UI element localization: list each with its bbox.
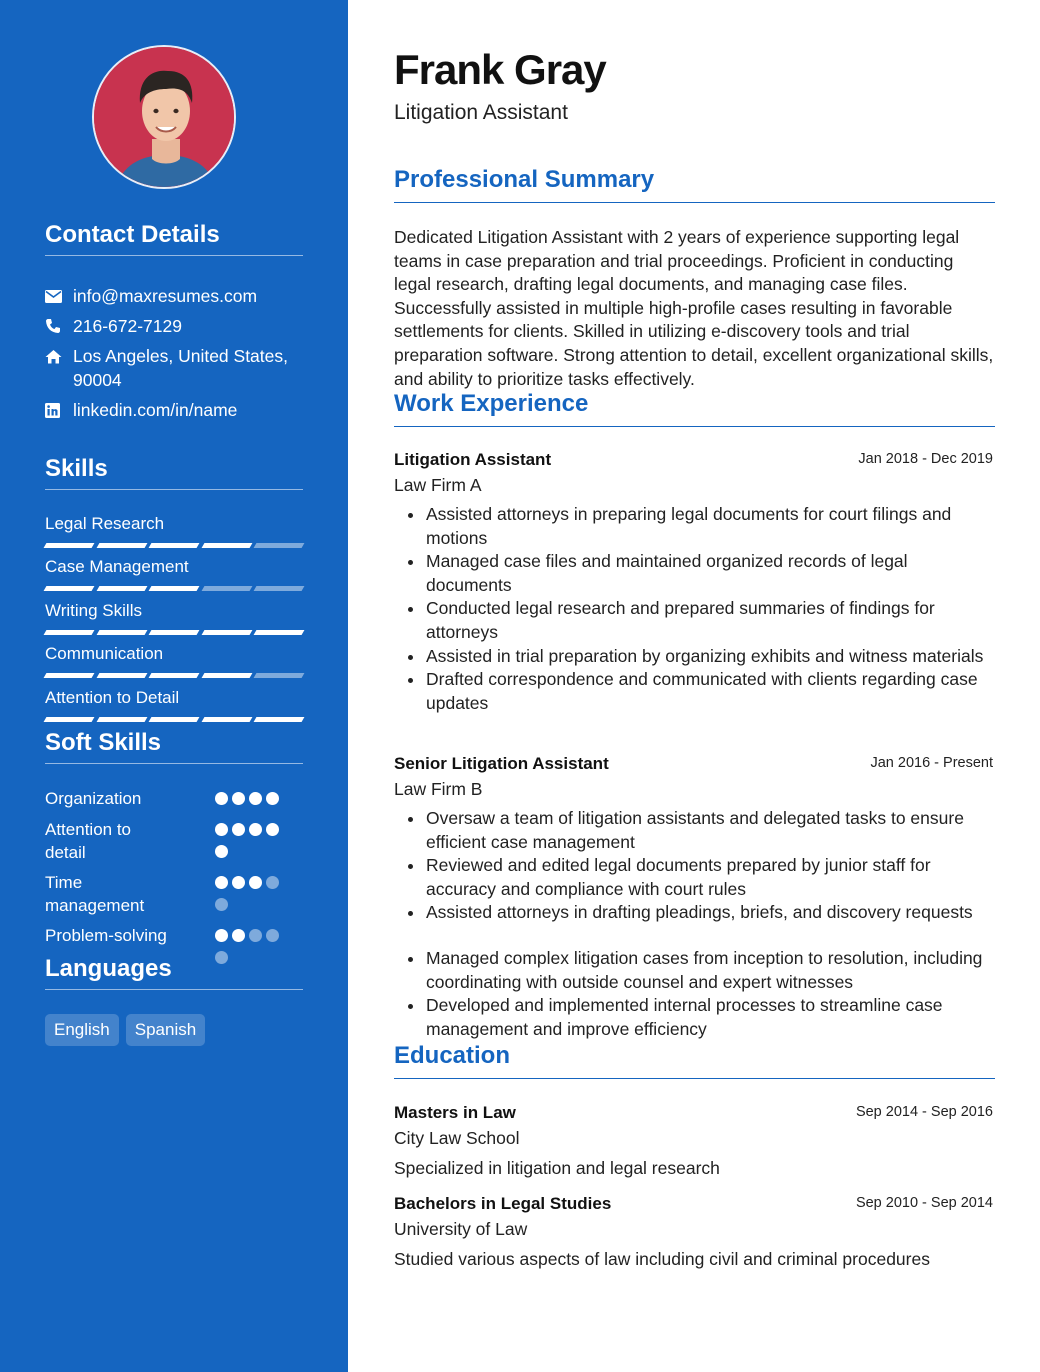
job-bullet: Managed complex litigation cases from inception to resolution, including coordinating with outside counsel and expert witnesses [394, 947, 995, 994]
job-bullet: Assisted attorneys in preparing legal documents for court filings and motions [394, 503, 995, 550]
skill-level-segment [96, 630, 146, 635]
contact-heading: Contact Details [45, 221, 303, 256]
skill-level-segment [201, 543, 251, 548]
education-description: Specialized in litigation and legal research [394, 1158, 720, 1178]
contact-email-text: info@maxresumes.com [73, 286, 258, 306]
skill-level-segment [96, 543, 146, 548]
job-bullet: Assisted attorneys in drafting pleadings, briefs, and discovery requests [394, 901, 995, 925]
skills-list [45, 513, 303, 730]
soft-skill-name: Attention to detail [45, 820, 132, 862]
rating-dot [215, 792, 228, 805]
skill-level-segment [254, 543, 304, 548]
job-title: Litigation Assistant [394, 450, 552, 469]
skill-level-segment [149, 586, 199, 591]
rating-dot [249, 792, 262, 805]
languages-list [45, 1014, 205, 1046]
skill-name: Attention to Detail [45, 687, 180, 707]
rating-dot [215, 876, 228, 889]
skill-level-segment [254, 630, 304, 635]
skill-level-segment [201, 630, 251, 635]
skills-heading: Skills [45, 455, 303, 490]
job-bullet: Oversaw a team of litigation assistants and delegated tasks to ensure efficient case management [394, 807, 995, 854]
experience-heading: Work Experience [394, 390, 995, 427]
skill-level-segment [201, 717, 251, 722]
skill-level-segment [149, 543, 199, 548]
skill-level-segment [254, 717, 304, 722]
soft-skill-name: Problem-solving [45, 926, 167, 945]
degree-title: Bachelors in Legal Studies [394, 1194, 612, 1213]
rating-dot [266, 876, 279, 889]
skill-level-bar [45, 586, 303, 591]
job-bullet: Developed and implemented internal processes to streamline case management and improve efficiency [394, 994, 995, 1041]
contact-phone[interactable] [45, 314, 305, 338]
phone-icon [45, 314, 73, 338]
skill-name: Legal Research [45, 514, 165, 533]
contact-email[interactable] [45, 284, 305, 308]
skill-level-segment [44, 717, 94, 722]
skill-level-bar [45, 630, 303, 635]
skill-item [45, 643, 303, 686]
job-bullet: Drafted correspondence and communicated with clients regarding case updates [394, 668, 995, 715]
skill-level-segment [254, 673, 304, 678]
language-tag: Spanish [126, 1014, 205, 1046]
school-name: City Law School [394, 1128, 520, 1148]
skill-level-segment [96, 586, 146, 591]
skill-level-segment [44, 543, 94, 548]
rating-dot [215, 929, 228, 942]
job-bullet: Reviewed and edited legal documents prepared by junior staff for accuracy and compliance with court rules [394, 854, 995, 901]
education-dates: Sep 2014 - Sep 2016 [855, 1104, 993, 1120]
school-name: University of Law [394, 1219, 528, 1239]
education-entry [394, 1193, 995, 1271]
profile-photo-icon [94, 47, 236, 189]
job-bullet: Conducted legal research and prepared summaries of findings for attorneys [394, 597, 995, 644]
education-heading: Education [394, 1042, 995, 1079]
job-company: Law Firm A [394, 475, 482, 495]
job-entry [394, 449, 995, 715]
skill-level-segment [96, 673, 146, 678]
candidate-name: Frank Gray [394, 46, 606, 93]
skill-name: Case Management [45, 557, 189, 577]
contact-linkedin-text: linkedin.com/in/name [73, 400, 238, 420]
rating-dot [215, 823, 228, 836]
job-dates: Jan 2018 - Dec 2019 [858, 451, 993, 467]
skill-level-segment [149, 673, 199, 678]
skill-level-bar [45, 717, 303, 722]
skill-level-bar [45, 673, 303, 678]
avatar [92, 45, 236, 189]
rating-dot [249, 823, 262, 836]
skill-item [45, 556, 303, 599]
job-title: Senior Litigation Assistant [394, 754, 609, 773]
job-dates: Jan 2016 - Present [870, 755, 993, 771]
rating-dot [266, 823, 279, 836]
job-entry [394, 753, 995, 1041]
rating-dot [232, 876, 245, 889]
skill-level-segment [201, 586, 251, 591]
soft-skill-rating [215, 876, 295, 911]
skill-name: Writing Skills [45, 600, 142, 620]
soft-skill-rating [215, 792, 295, 805]
candidate-title: Litigation Assistant [394, 101, 568, 124]
skill-level-segment [201, 673, 251, 678]
skill-item [45, 600, 303, 643]
rating-dot [249, 876, 262, 889]
rating-dot [232, 823, 245, 836]
linkedin-icon [45, 398, 73, 422]
summary-heading: Professional Summary [394, 166, 995, 203]
languages-heading: Languages [45, 955, 303, 990]
education-dates: Sep 2010 - Sep 2014 [855, 1195, 993, 1211]
rating-dot [232, 792, 245, 805]
job-company: Law Firm B [394, 779, 483, 799]
contact-address-text: Los Angeles, United States, 90004 [73, 346, 288, 390]
job-bullet: Assisted in trial preparation by organizing exhibits and witness materials [394, 645, 995, 669]
rating-dot [249, 929, 262, 942]
email-icon [45, 284, 73, 308]
education-entry [394, 1102, 995, 1180]
skill-level-segment [44, 586, 94, 591]
skill-item [45, 513, 303, 556]
rating-dot [266, 792, 279, 805]
job-bullets [394, 503, 995, 715]
skill-name: Communication [45, 644, 164, 664]
contact-phone-text: 216-672-7129 [73, 316, 182, 336]
rating-dot [266, 929, 279, 942]
skill-level-bar [45, 543, 303, 548]
job-bullets [394, 807, 995, 1041]
degree-title: Masters in Law [394, 1103, 516, 1122]
soft-skill-rating [215, 823, 295, 858]
sidebar [0, 0, 348, 1372]
rating-dot [232, 929, 245, 942]
soft-skill-name: Organization [45, 789, 142, 808]
job-bullet: Managed case files and maintained organized records of legal documents [394, 550, 995, 597]
skill-level-segment [149, 717, 199, 722]
skill-level-segment [96, 717, 146, 722]
education-description: Studied various aspects of law including civil and criminal procedures [394, 1249, 930, 1269]
rating-dot [215, 845, 228, 858]
skill-level-segment [149, 630, 199, 635]
contact-list [45, 284, 305, 428]
contact-address [45, 344, 305, 392]
contact-linkedin[interactable] [45, 398, 305, 422]
skill-item [45, 687, 303, 730]
rating-dot [215, 898, 228, 911]
language-tag: English [45, 1014, 119, 1046]
skill-level-segment [44, 630, 94, 635]
skill-level-segment [44, 673, 94, 678]
soft-skill-name: Time management [45, 873, 145, 915]
soft-skills-heading: Soft Skills [45, 729, 303, 764]
skill-level-segment [254, 586, 304, 591]
summary-text: Dedicated Litigation Assistant with 2 years of experience supporting legal teams in case preparation and trial proceedings. Proficient in conducting legal research, drafting legal documents, and managing case files. Successfully assisted in multiple high-profile cases resulting in favorable settlements for clients. Skilled in utilizing e-discovery tools and trial preparation software. Strong attention to detail, excellent organizational skills, and ability to prioritize tasks effectively. [394, 227, 994, 389]
home-icon [45, 344, 73, 368]
